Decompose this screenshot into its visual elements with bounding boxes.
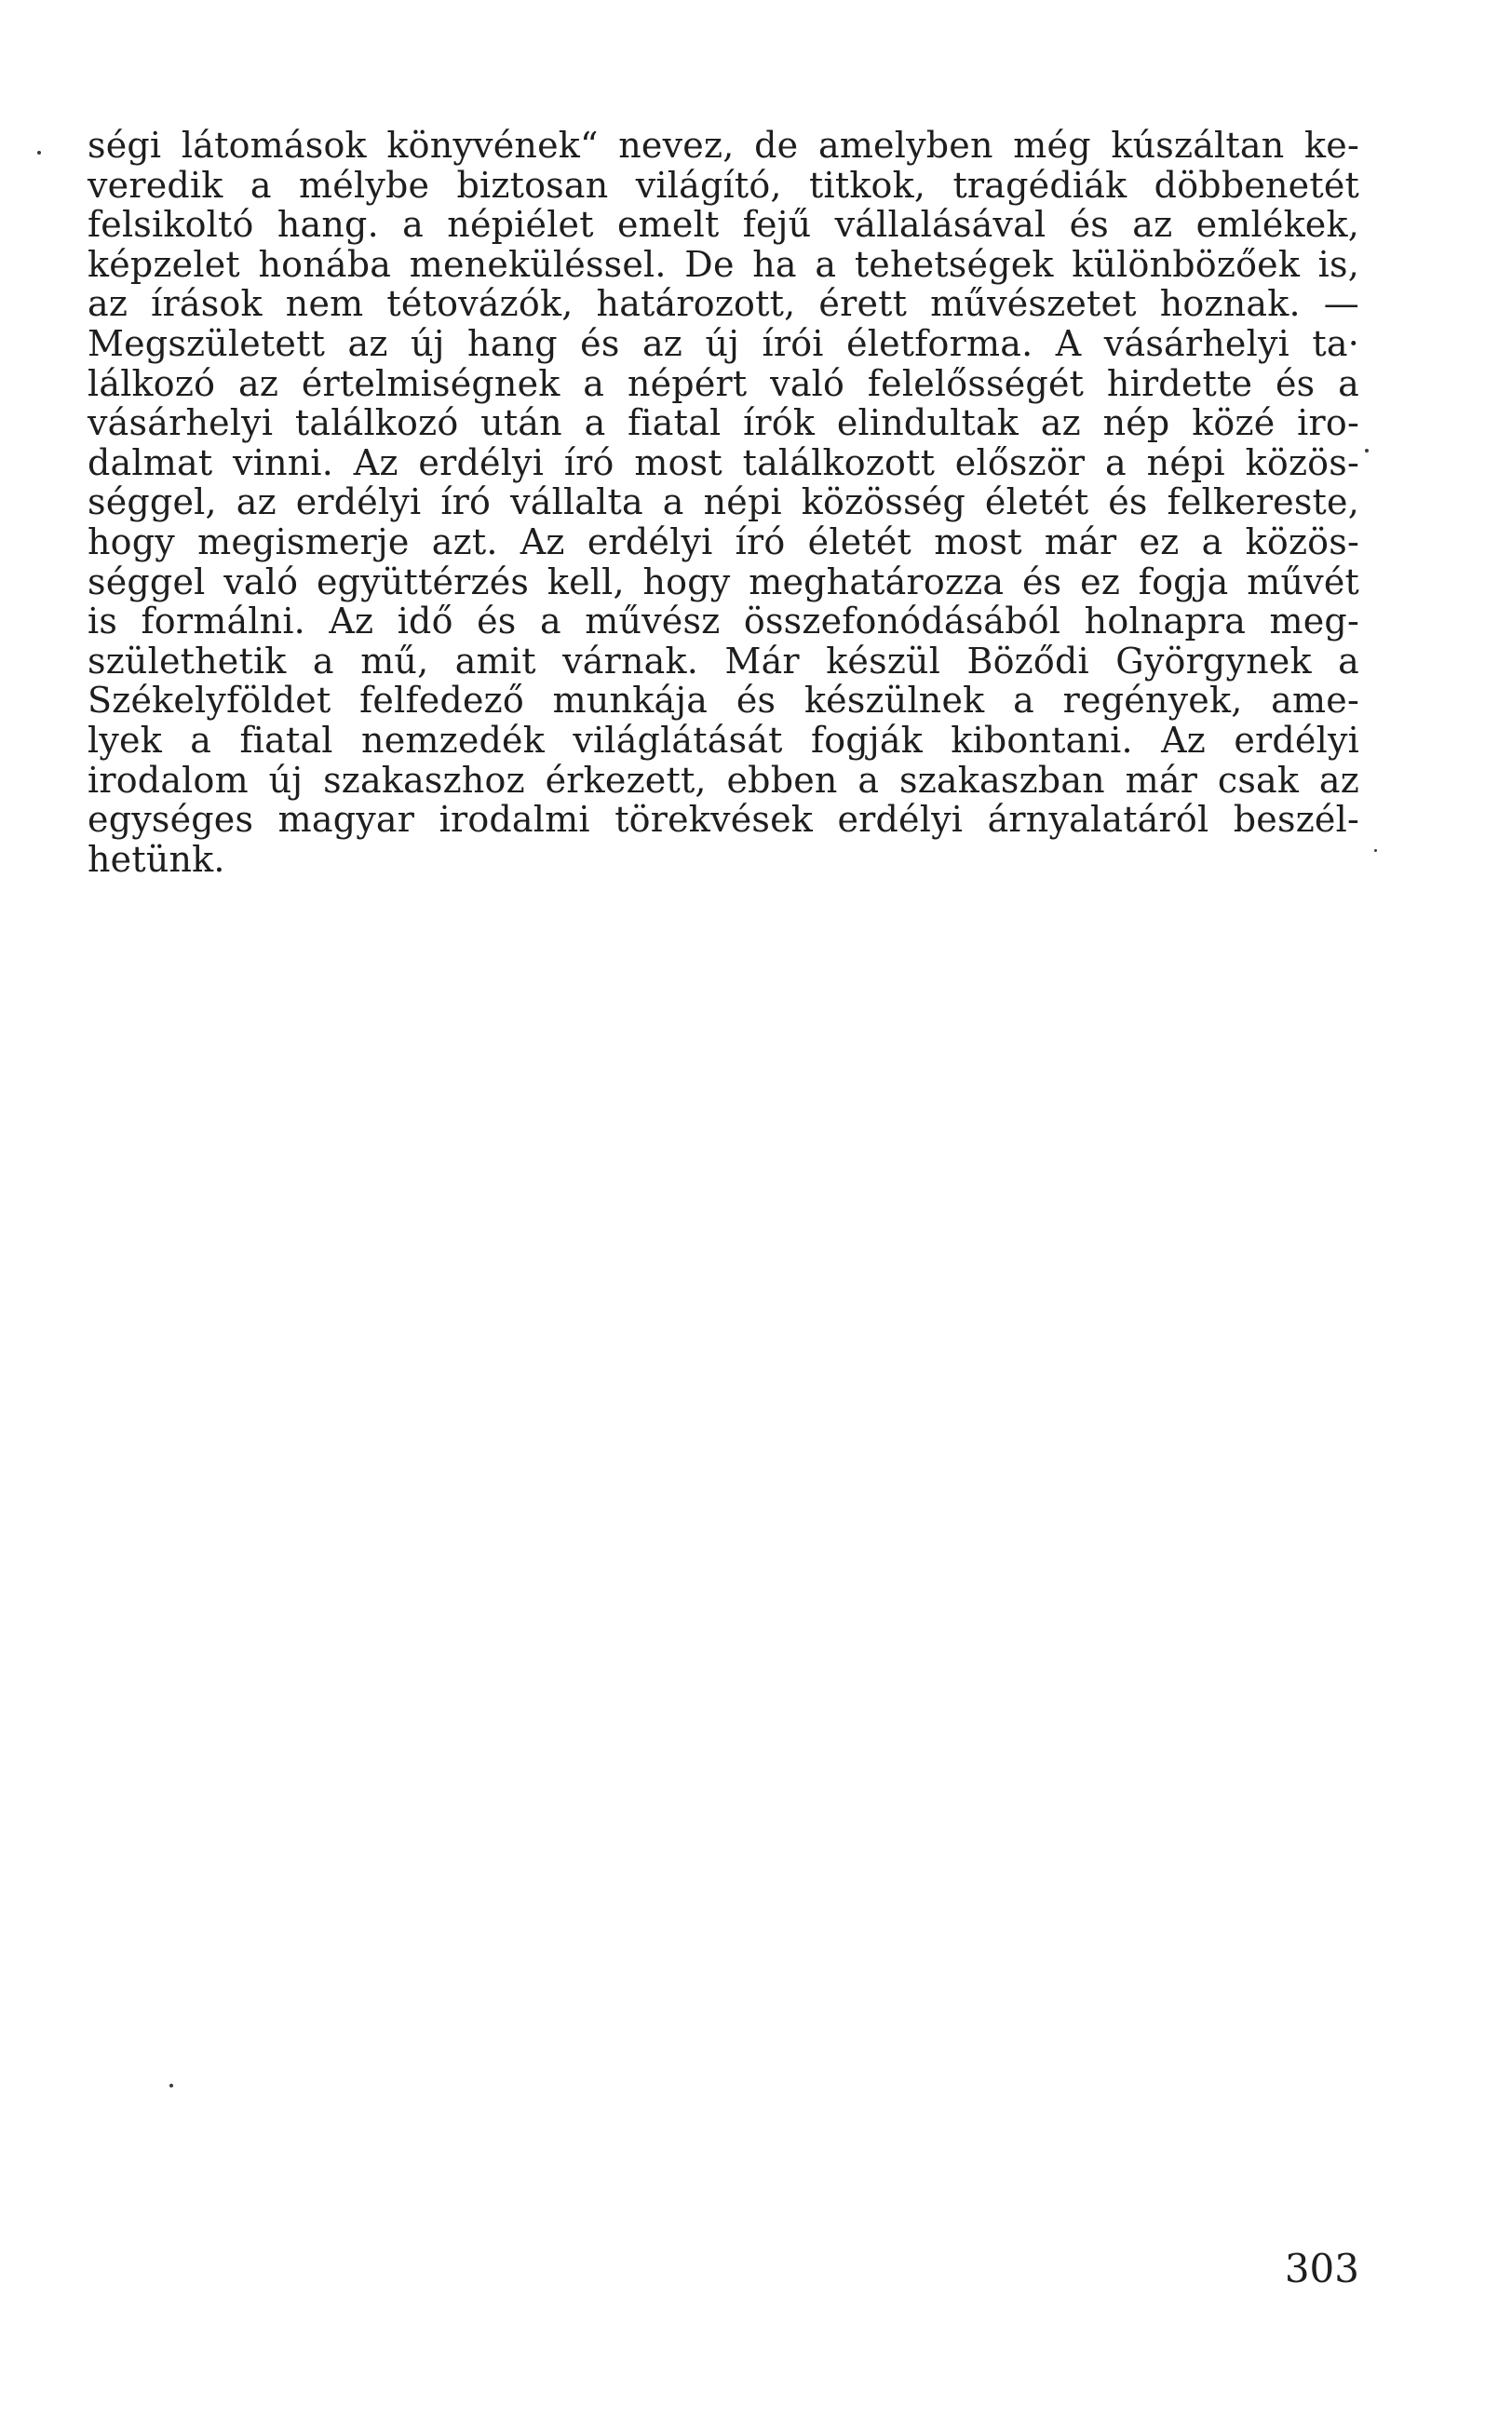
- text-line-4: képzelet honába meneküléssel. De ha a tehetségek különbözőek is,: [88, 243, 1359, 285]
- text-line-13: is formálni. Az idő és a művész összefonódásából holnapra meg-: [88, 601, 1359, 642]
- text-line-7: lálkozó az értelmiségnek a népért való felelősségét hirdette és a: [88, 362, 1359, 404]
- text-line-18: egységes magyar irodalmi törekvések erdélyi árnyalatáról beszél-: [88, 799, 1359, 841]
- text-line-17: irodalom új szakaszhoz érkezett, ebben a szakaszban már csak az: [88, 759, 1359, 801]
- text-line-3: felsikoltó hang. a népiélet emelt fejű vállalásával és az emlékek,: [88, 204, 1359, 246]
- text-line-5: az írások nem tétovázók, határozott, érett művészetet hoznak. —: [88, 283, 1359, 325]
- text-line-2: veredik a mélybe biztosan világító, titkok, tragédiák döbbenetét: [88, 164, 1359, 206]
- text-line-10: séggel, az erdélyi író vállalta a népi közösség életét és felkereste,: [88, 481, 1359, 523]
- text-line-16: lyek a fiatal nemzedék világlátását fogják kibontani. Az erdélyi: [88, 719, 1359, 761]
- text-line-6: Megszületett az új hang és az új írói életforma. A vásárhelyi ta·: [88, 322, 1359, 364]
- text-line-1: ségi látomások könyvének“ nevez, de amelyben még kúszáltan ke-: [88, 125, 1359, 166]
- text-line-12: séggel való együttérzés kell, hogy meghatározza és ez fogja művét: [88, 561, 1359, 602]
- text-line-14: születhetik a mű, amit várnak. Már készül Böződi Györgynek a: [88, 640, 1359, 682]
- text-line-19: hetünk.: [88, 838, 225, 880]
- print-speck: [169, 2084, 173, 2087]
- body-paragraph: [88, 126, 1359, 879]
- print-speck: [1365, 449, 1369, 453]
- text-line-8: vásárhelyi találkozó után a fiatal írók elindultak az nép közé iro-: [88, 402, 1359, 444]
- page-number: 303: [1284, 2246, 1359, 2291]
- text-line-11: hogy megismerje azt. Az erdélyi író életét most már ez a közös-: [88, 520, 1359, 562]
- text-line-15: Székelyföldet felfedező munkája és készülnek a regények, ame-: [88, 680, 1359, 722]
- print-speck: [37, 151, 41, 155]
- text-line-9: dalmat vinni. Az erdélyi író most találkozott először a népi közös-: [88, 441, 1359, 483]
- print-speck: [1374, 849, 1377, 852]
